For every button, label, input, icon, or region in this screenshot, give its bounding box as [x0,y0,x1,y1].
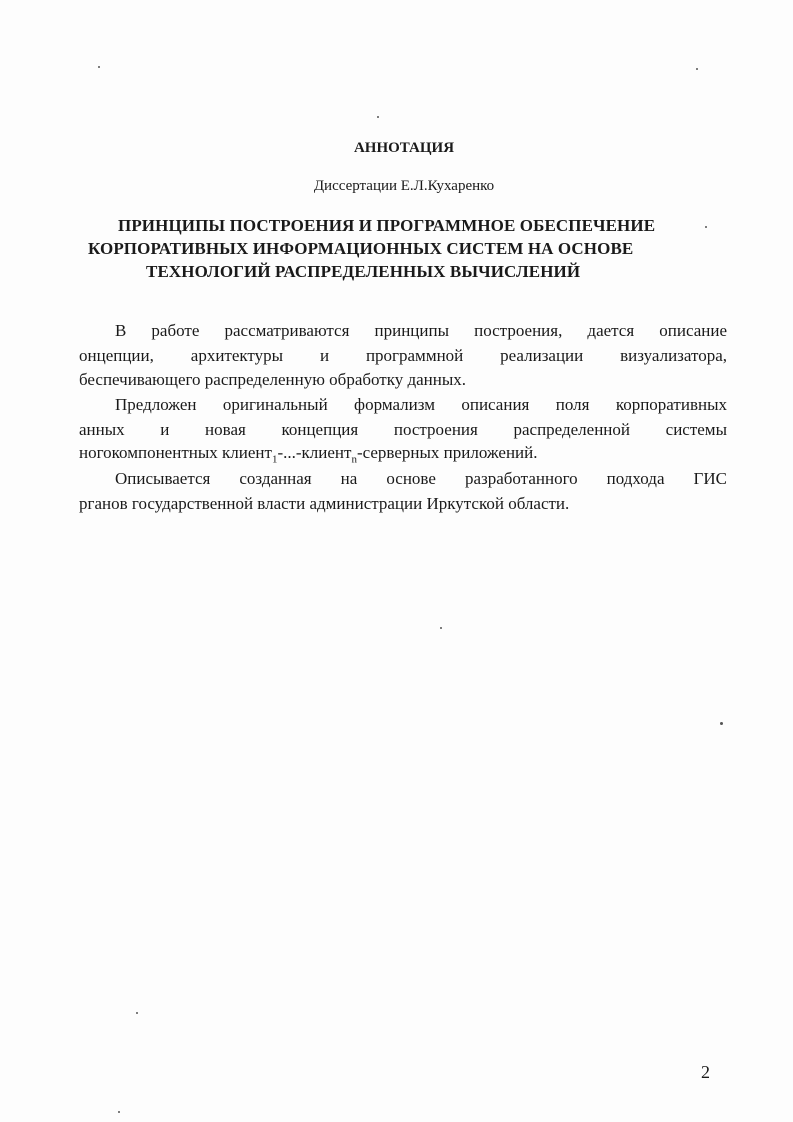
scan-speck [705,226,707,228]
subscript-1: 1 [271,453,278,466]
paragraph-2-line-1: Предложен оригинальный формализм описания поля корпоративных [115,395,727,414]
title-line-2: КОРПОРАТИВНЫХ ИНФОРМАЦИОННЫХ СИСТЕМ НА ОСНОВЕ [88,239,634,258]
title-line-1: ПРИНЦИПЫ ПОСТРОЕНИЯ И ПРОГРАММНОЕ ОБЕСПЕЧЕНИЕ [118,216,656,235]
paragraph-3-line-2: рганов государственной власти администрации Иркутской области. [79,494,570,513]
page-number: 2 [701,1062,710,1082]
paragraph-2-line-2: анных и новая концепция построения распределенной системы [79,420,727,439]
scan-speck [136,1012,138,1014]
paragraph-2-line-3-text-a: ногокомпонентных клиент [79,443,272,462]
scan-speck [98,66,100,68]
paragraph-2-line-3 [79,443,538,469]
paragraph-3-line-1: Описывается созданная на основе разработанного подхода ГИС [115,469,727,488]
scan-speck [118,1111,120,1113]
paragraph-2-line-3-text-b: -...-клиент [277,443,352,462]
scan-speck [440,627,442,629]
subscript-n: n [351,453,357,466]
scan-speck [720,722,723,725]
scan-speck [696,68,698,70]
paragraph-1-line-3: беспечивающего распределенную обработку данных. [79,370,467,389]
paragraph-1-line-1: В работе рассматриваются принципы построения, дается описание [115,321,727,340]
author-line: Диссертации Е.Л.Кухаренко [313,178,495,194]
title-line-3: ТЕХНОЛОГИЙ РАСПРЕДЕЛЕННЫХ ВЫЧИСЛЕНИЙ [146,262,581,281]
paragraph-2-line-3-text-c: -серверных приложений. [356,443,538,462]
paragraph-1-line-2: онцепции, архитектуры и программной реализации визуализатора, [79,346,727,365]
scan-speck [377,116,379,118]
annotation-heading: АННОТАЦИЯ [353,140,455,156]
